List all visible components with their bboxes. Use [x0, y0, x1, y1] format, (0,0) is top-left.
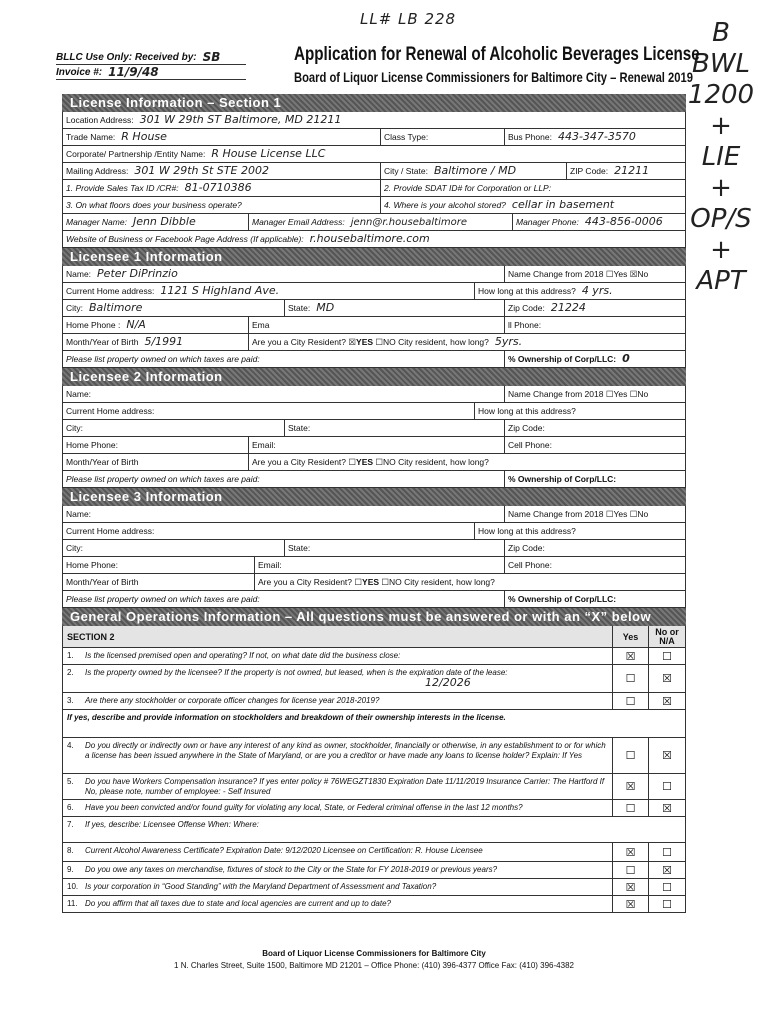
l2-state-label: State: — [288, 423, 311, 433]
document-header — [250, 44, 700, 85]
website-field[interactable]: r.housebaltimore.com — [309, 232, 430, 245]
footer-address: 1 N. Charles Street, Suite 1500, Baltimore MD 21201 – Office Phone: (410) 396-4377 Office Fax: (410) 396-4382 — [174, 961, 574, 970]
l1-ownership-field[interactable]: 0 — [622, 352, 630, 365]
tax-field[interactable]: 81-0710386 — [184, 181, 252, 194]
floors-row — [62, 197, 686, 214]
l1-city-row — [62, 300, 686, 317]
question-row — [62, 648, 686, 665]
question-number: 6. — [67, 803, 74, 812]
manager-email-field[interactable]: jenn@r.housebaltimore — [350, 217, 467, 228]
l3-phone-row — [62, 557, 686, 574]
l1-resident-howlong-field[interactable]: 5yrs. — [494, 335, 523, 348]
l1-howlong-label: How long at this address? — [478, 286, 576, 296]
question-text: Do you directly or indirectly own or have any interest of any kind as owner, stockholder, financially or otherwise, in any establishment to or for which a license has been issued anywhere in the State of Maryland, or are you a creditor or have made any loans to license holder? Explain: If Yes — [81, 738, 613, 773]
l3-yes-checkbox[interactable]: ☐ — [605, 509, 614, 519]
corner-note: + — [710, 235, 732, 265]
l3-cell-label: Cell Phone: — [508, 560, 552, 570]
l1-birth-row — [62, 334, 686, 351]
l1-ownership-label: % Ownership of Corp/LLC: — [508, 354, 617, 364]
question-number: 7. — [67, 820, 74, 829]
question-number: 4. — [67, 741, 74, 750]
l2-resident-no-checkbox[interactable]: ☐ — [375, 457, 384, 467]
section1-header: License Information – Section 1 — [62, 94, 686, 112]
question-no-checkbox[interactable]: ☐ — [662, 650, 672, 663]
question-yes-checkbox[interactable]: ☐ — [613, 862, 649, 878]
question-answer[interactable]: 12/2026 — [425, 676, 471, 689]
corp-field[interactable]: R House License LLC — [211, 147, 326, 160]
l1-state-label: State: — [288, 303, 311, 313]
l1-name-change-label: Name Change from 2018 — [508, 269, 604, 279]
l1-city-field[interactable]: Baltimore — [89, 301, 143, 314]
l1-zip-label: Zip Code: — [508, 303, 545, 313]
l2-resident-yes-label: YES — [356, 457, 374, 467]
corner-note: LIE — [701, 142, 741, 172]
corner-note: 1200 — [687, 80, 755, 110]
question-text: Do you owe any taxes on merchandise, fixtures of stock to the City or the State for FY 2018-2019 or previous years? — [81, 862, 613, 878]
question-text: Do you have Workers Compensation insurance? If yes enter policy # 76WEGZT1830 Expiration Date 11/11/2019 Insurance Carrier: The Hartford If No, please note, number of employee: - Self Insured — [81, 774, 613, 799]
corp-label: Corporate/ Partnership /Entity Name: — [66, 149, 206, 159]
mailing-label: Mailing Address: — [66, 166, 129, 176]
stored-label: 4. Where is your alcohol stored? — [384, 200, 506, 210]
l3-no-checkbox[interactable]: ☐ — [629, 509, 638, 519]
l1-zip-field[interactable]: 21224 — [550, 301, 586, 314]
l1-no-checkbox[interactable]: ☒ — [629, 269, 638, 279]
corner-note: APT — [696, 266, 746, 296]
question-no-checkbox[interactable]: ☒ — [662, 864, 672, 877]
question-text: Do you affirm that all taxes due to state and local agencies are current and up to date? — [81, 896, 613, 912]
question-yes-checkbox[interactable]: ☐ — [613, 800, 649, 816]
l1-city-label: City: — [66, 303, 83, 313]
l2-address-label: Current Home address: — [66, 406, 155, 416]
trade-row — [62, 129, 686, 146]
l3-resident-yes-label: YES — [362, 577, 380, 587]
location-label: Location Address: — [66, 115, 134, 125]
question-number: 8. — [67, 846, 74, 855]
l3-property-label: Please list property owned on which taxes are paid: — [66, 594, 260, 604]
l3-city-label: City: — [66, 543, 83, 553]
l2-no-checkbox[interactable]: ☐ — [629, 389, 638, 399]
l2-home-phone-label: Home Phone: — [66, 440, 118, 450]
l2-city-row — [62, 420, 686, 437]
l2-name-row — [62, 386, 686, 403]
invoice-label: Invoice #: — [56, 67, 103, 78]
question-row — [62, 693, 686, 710]
l1-birth-field[interactable]: 5/1991 — [144, 335, 184, 348]
l2-howlong-label: How long at this address? — [478, 406, 576, 416]
l2-no-label: No — [637, 389, 649, 399]
question-text-block — [81, 665, 613, 692]
bus-phone-label: Bus Phone: — [508, 132, 552, 142]
l3-name-change-label: Name Change from 2018 — [508, 509, 604, 519]
question-yes-checkbox[interactable]: ☒ — [613, 896, 649, 912]
document-title: Application for Renewal of Alcoholic Beverages License — [294, 44, 700, 65]
no-column-header: No or N/A — [655, 626, 679, 646]
website-label: Website of Business or Facebook Page Address (If applicable): — [66, 234, 304, 244]
l3-no-label: No — [637, 509, 649, 519]
question-row — [62, 774, 686, 800]
l3-resident-label: Are you a City Resident? — [258, 577, 353, 587]
received-value: SB — [202, 50, 221, 64]
l1-resident-label: Are you a City Resident? — [252, 337, 347, 347]
question-number: 3. — [67, 696, 74, 705]
corp-row — [62, 146, 686, 163]
mailing-row — [62, 163, 686, 180]
document-subtitle: Board of Liquor License Commissioners for Baltimore City – Renewal 2019 — [294, 69, 693, 85]
footer — [62, 948, 686, 972]
manager-phone-label: Manager Phone: — [516, 217, 579, 227]
l1-address-field[interactable]: 1121 S Highland Ave. — [160, 284, 280, 297]
section2-header-row — [62, 626, 686, 648]
question-number: 9. — [67, 865, 74, 874]
l1-address-label: Current Home address: — [66, 286, 155, 296]
location-field[interactable]: 301 W 29th ST Baltimore, MD 21211 — [139, 113, 342, 126]
l3-state-label: State: — [288, 543, 311, 553]
l1-phone-row — [62, 317, 686, 334]
l1-property-row — [62, 351, 686, 368]
l3-howlong-label: How long at this address? — [478, 526, 576, 536]
question-row — [62, 896, 686, 913]
corner-note: + — [710, 173, 732, 203]
yes-column-header: Yes — [613, 626, 649, 647]
manager-label: Manager Name: — [66, 217, 127, 227]
l3-property-row — [62, 591, 686, 608]
l1-name-label: Name: — [66, 269, 92, 279]
l2-birth-row — [62, 454, 686, 471]
zip-field[interactable]: 21211 — [614, 164, 650, 177]
trade-field[interactable]: R House — [121, 130, 167, 143]
question-no-checkbox[interactable]: ☒ — [662, 750, 672, 762]
question-number: 10. — [67, 882, 79, 891]
question-text: If yes, describe: Licensee Offense When: Where: — [85, 820, 259, 829]
question-text: Is the property owned by the licensee? If the property is not owned, but leased, when is the expiration date of the lease: — [85, 668, 508, 677]
l2-property-label: Please list property owned on which taxes are paid: — [66, 474, 260, 484]
question-number: 2. — [67, 668, 74, 677]
l3-resident-no-checkbox[interactable]: ☐ — [381, 577, 390, 587]
corner-note: OP/S — [690, 204, 752, 234]
l2-property-row — [62, 471, 686, 488]
sdat-label: 2. Provide SDAT ID# for Corporation or LLP: — [384, 183, 552, 193]
bus-phone-field[interactable]: 443-347-3570 — [557, 130, 636, 143]
question-no-checkbox[interactable]: ☐ — [662, 898, 672, 911]
question-row — [62, 817, 686, 843]
l1-resident-no-checkbox[interactable]: ☐ — [375, 337, 384, 347]
l3-name-label: Name: — [66, 509, 92, 519]
l3-ownership-label: % Ownership of Corp/LLC: — [508, 594, 617, 604]
l3-city-row — [62, 540, 686, 557]
l1-home-phone-field[interactable]: N/A — [126, 318, 146, 331]
application-form — [62, 94, 686, 913]
question-row — [62, 843, 686, 862]
l3-yes-label: Yes — [613, 509, 628, 519]
l1-resident-yes-checkbox[interactable]: ☒ — [348, 337, 357, 347]
l2-zip-label: Zip Code: — [508, 423, 545, 433]
l3-resident-no-label: NO City resident, how long? — [389, 577, 495, 587]
mailing-field[interactable]: 301 W 29th St STE 2002 — [134, 164, 269, 177]
l3-name-row — [62, 506, 686, 523]
question-yes-checkbox[interactable]: ☐ — [613, 693, 649, 709]
question-row — [62, 862, 686, 879]
received-label: BLLC Use Only: Received by: — [56, 52, 197, 63]
trade-label: Trade Name: — [66, 132, 116, 142]
l1-yes-checkbox[interactable]: ☐ — [605, 269, 614, 279]
question-row — [62, 710, 686, 738]
question-yes-checkbox[interactable]: ☐ — [613, 665, 649, 692]
question-no-checkbox[interactable]: ☐ — [662, 781, 672, 793]
city-state-field[interactable]: Baltimore / MD — [433, 164, 517, 177]
tax-row — [62, 180, 686, 197]
question-row — [62, 879, 686, 896]
question-yes-checkbox[interactable]: ☒ — [613, 648, 649, 664]
l1-cell-label: ll Phone: — [508, 320, 542, 330]
l3-address-row — [62, 523, 686, 540]
question-yes-checkbox[interactable]: ☒ — [613, 879, 649, 895]
question-text: If yes, describe and provide information on stockholders and breakdown of their ownership interests in the license. — [67, 713, 506, 722]
question-row — [62, 665, 686, 693]
l3-birth-row — [62, 574, 686, 591]
l2-yes-checkbox[interactable]: ☐ — [605, 389, 614, 399]
website-row — [62, 231, 686, 248]
question-number: 11. — [67, 899, 78, 908]
question-no-checkbox[interactable]: ☒ — [662, 802, 672, 815]
l1-name-field[interactable]: Peter DiPrinzio — [97, 267, 178, 280]
question-row — [62, 738, 686, 774]
question-text: Have you been convicted and/or found guilty for violating any local, State, or Federal criminal offense in the last 12 months? — [81, 800, 613, 816]
city-state-label: City / State: — [384, 166, 428, 176]
footer-org: Board of Liquor License Commissioners for Baltimore City — [262, 949, 486, 958]
manager-field[interactable]: Jenn Dibble — [132, 215, 196, 228]
manager-row — [62, 214, 686, 231]
corner-note: + — [710, 111, 732, 141]
question-yes-checkbox[interactable]: ☒ — [613, 774, 649, 799]
l1-resident-yes-label: YES — [356, 337, 374, 347]
office-use-box — [56, 50, 246, 80]
section2-label: SECTION 2 — [63, 626, 613, 647]
tax-label: 1. Provide Sales Tax ID /CR#: — [66, 183, 179, 193]
l3-resident-yes-checkbox[interactable]: ☐ — [354, 577, 363, 587]
question-no-checkbox[interactable]: ☐ — [662, 846, 672, 859]
l1-email-label: Ema — [252, 320, 270, 330]
licensee2-header: Licensee 2 Information — [62, 368, 686, 386]
l2-ownership-label: % Ownership of Corp/LLC: — [508, 474, 617, 484]
l2-phone-row — [62, 437, 686, 454]
l1-address-row — [62, 283, 686, 300]
l2-name-label: Name: — [66, 389, 92, 399]
l2-resident-yes-checkbox[interactable]: ☐ — [348, 457, 357, 467]
manager-email-label: Manager Email Address: — [252, 217, 345, 227]
l2-address-row — [62, 403, 686, 420]
licensee3-header: Licensee 3 Information — [62, 488, 686, 506]
question-text: Are there any stockholder or corporate officer changes for license year 2018-2019? — [81, 693, 613, 709]
general-header: General Operations Information – All questions must be answered or with an “X” below — [62, 608, 686, 626]
l2-resident-no-label: NO City resident, how long? — [383, 457, 489, 467]
invoice-value: 11/9/48 — [108, 65, 159, 79]
question-number: 1. — [67, 651, 74, 660]
l2-birth-label: Month/Year of Birth — [66, 457, 139, 467]
l2-cell-label: Cell Phone: — [508, 440, 552, 450]
question-no-checkbox[interactable]: ☒ — [662, 673, 672, 685]
question-yes-checkbox[interactable]: ☐ — [613, 738, 649, 773]
location-row — [62, 112, 686, 129]
l3-home-phone-label: Home Phone: — [66, 560, 118, 570]
l1-yes-label: Yes — [613, 269, 628, 279]
l1-no-label: No — [637, 269, 649, 279]
l2-email-label: Email: — [252, 440, 276, 450]
question-yes-checkbox[interactable]: ☒ — [613, 843, 649, 861]
corner-note: BWL — [691, 49, 751, 79]
zip-label: ZIP Code: — [570, 166, 609, 176]
l1-state-field[interactable]: MD — [316, 301, 335, 314]
l2-name-change-label: Name Change from 2018 — [508, 389, 604, 399]
l3-birth-label: Month/Year of Birth — [66, 577, 139, 587]
l2-resident-label: Are you a City Resident? — [252, 457, 347, 467]
question-row — [62, 800, 686, 817]
licensee1-header: Licensee 1 Information — [62, 248, 686, 266]
l2-yes-label: Yes — [613, 389, 628, 399]
corner-note: B — [712, 18, 730, 48]
l3-zip-label: Zip Code: — [508, 543, 545, 553]
top-license-note: LL# LB 228 — [360, 10, 457, 28]
manager-phone-field[interactable]: 443-856-0006 — [584, 215, 663, 228]
question-number: 5. — [67, 777, 74, 786]
question-text: Is the licensed premised open and operating? If not, on what date did the business close: — [81, 648, 613, 664]
l1-howlong-field[interactable]: 4 yrs. — [581, 284, 613, 297]
floors-label: 3. On what floors does your business operate? — [66, 200, 242, 210]
l1-birth-label: Month/Year of Birth — [66, 337, 139, 347]
l1-name-row — [62, 266, 686, 283]
question-no-checkbox[interactable]: ☐ — [662, 881, 672, 894]
l3-email-label: Email: — [258, 560, 282, 570]
l1-home-phone-label: Home Phone : — [66, 320, 121, 330]
l1-property-label: Please list property owned on which taxes are paid: — [66, 354, 260, 364]
stored-field[interactable]: cellar in basement — [511, 198, 615, 211]
question-text: Current Alcohol Awareness Certificate? Expiration Date: 9/12/2020 Licensee on Certification: R. House Licensee — [81, 843, 613, 861]
question-text: Is your corporation in “Good Standing” with the Maryland Department of Assessment and Taxation? — [81, 879, 613, 895]
l2-city-label: City: — [66, 423, 83, 433]
l3-address-label: Current Home address: — [66, 526, 155, 536]
question-no-checkbox[interactable]: ☒ — [662, 695, 672, 708]
l1-resident-no-label: NO City resident, how long? — [383, 337, 489, 347]
class-label: Class Type: — [384, 132, 429, 142]
